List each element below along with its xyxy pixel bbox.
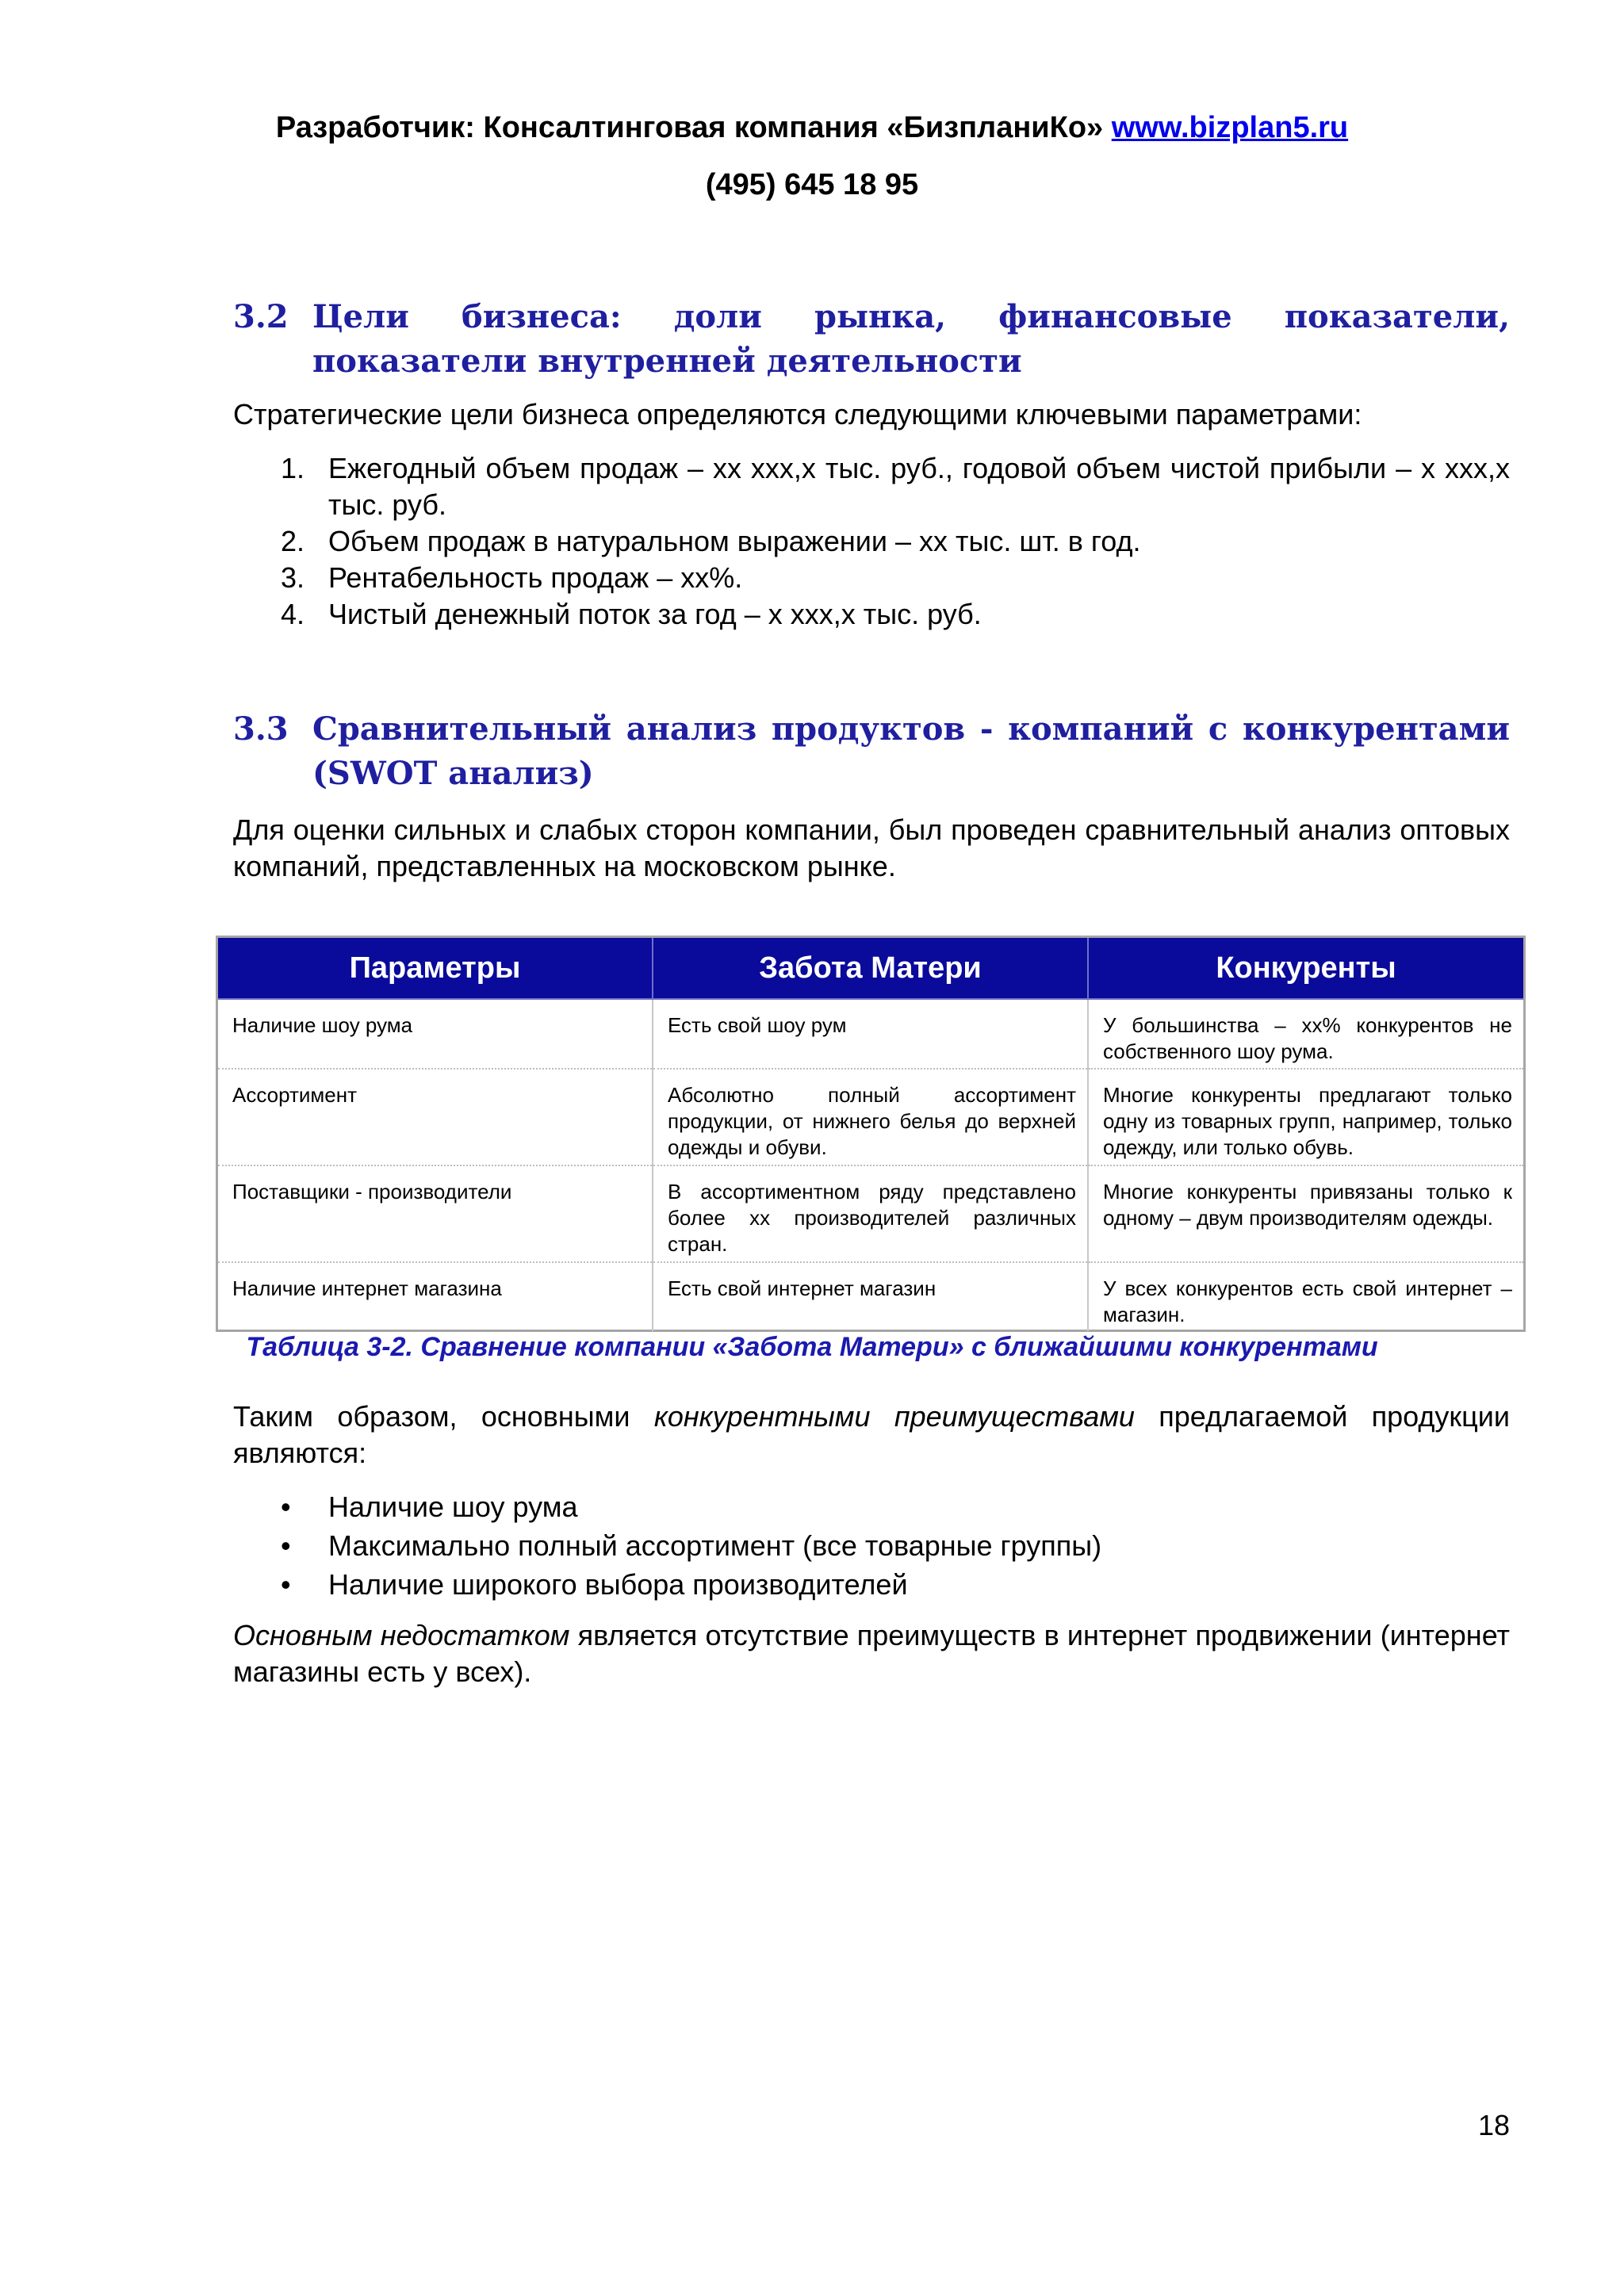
phone-number: (495) 645 18 95 — [705, 168, 919, 201]
disadvantage-paragraph: Основным недостатком является отсутствие преимуществ в интернет продвижении (интернет магазины есть у всех). — [233, 1619, 1511, 1688]
goals-list — [233, 450, 1510, 633]
comparison-table — [216, 936, 1526, 1332]
section-title: Сравнительный анализ продуктов - компаний с конкурентами (SWOT анализ) — [312, 710, 1510, 792]
column-header: Забота Матери — [653, 938, 1088, 999]
advantages-intro: Таким образом, основными конкурентными преимуществами предлагаемой продукции являются: — [233, 1400, 1511, 1469]
section-3-3-intro: Для оценки сильных и слабых сторон компании, был проведен сравнительный анализ оптовых компаний, представленных на московском рынке. — [233, 813, 1510, 882]
list-item: • Наличие широкого выбора производителей — [233, 1565, 1510, 1604]
table-row — [218, 1262, 1523, 1331]
table-cell: У всех конкурентов есть свой интернет – магазин. — [1088, 1262, 1523, 1331]
table-cell: Есть свой шоу рум — [653, 999, 1088, 1069]
list-item: 3. Рентабельность продаж – хх%. — [281, 561, 743, 594]
website-link[interactable]: www.bizplan5.ru — [1111, 111, 1349, 144]
table-cell: Многие конкуренты привязаны только к одному – двум производителям одежды. — [1088, 1165, 1523, 1262]
table-header-row — [218, 938, 1523, 999]
table-cell: В ассортиментном ряду представлено более хх производителей различных стран. — [653, 1165, 1088, 1262]
developer-text: Разработчик: Консалтинговая компания «БизпланиКо» — [275, 111, 1112, 144]
section-number: 3.2 — [233, 298, 289, 335]
column-header: Конкуренты — [1088, 938, 1523, 999]
table-row — [218, 999, 1523, 1069]
developer-header — [0, 111, 1624, 145]
list-item: 2. Объем продаж в натуральном выражении – хх тыс. шт. в год. — [281, 525, 1141, 557]
list-item: 1. Ежегодный объем продаж – хх ххх,х тыс. руб., годовой объем чистой прибыли – х ххх,х тыс. руб. — [281, 452, 1510, 521]
section-3-3-heading — [233, 707, 1510, 796]
section-number: 3.3 — [233, 710, 289, 748]
table-cell: Абсолютно полный ассортимент продукции, от нижнего белья до верхней одежды и обуви. — [653, 1069, 1088, 1165]
bullet-icon: • — [281, 1490, 291, 1523]
table-cell: Наличие шоу рума — [218, 999, 653, 1069]
list-item: 4. Чистый денежный поток за год – х ххх,х тыс. руб. — [281, 598, 982, 630]
bullet-icon: • — [281, 1568, 291, 1601]
list-item: • Максимально полный ассортимент (все товарные группы) — [233, 1526, 1510, 1565]
table-cell: Есть свой интернет магазин — [653, 1262, 1088, 1331]
table-cell: Ассортимент — [218, 1069, 653, 1165]
list-item: • Наличие шоу рума — [233, 1487, 1510, 1526]
section-3-2-heading — [233, 295, 1510, 384]
table-cell: Многие конкуренты предлагают только одну из товарных групп, например, только одежду, или только обувь. — [1088, 1069, 1523, 1165]
table-caption: Таблица 3-2. Сравнение компании «Забота Матери» с ближайшими конкурентами — [246, 1332, 1378, 1362]
advantages-list — [233, 1487, 1510, 1604]
section-title: Цели бизнеса: доли рынка, финансовые показатели, показатели внутренней деятельности — [312, 298, 1510, 380]
page-number: 18 — [1477, 2109, 1510, 2141]
table-row — [218, 1069, 1523, 1165]
table-row — [218, 1165, 1523, 1262]
bullet-icon: • — [281, 1529, 291, 1562]
table-cell: Поставщики - производители — [218, 1165, 653, 1262]
section-3-2-intro: Стратегические цели бизнеса определяются следующими ключевыми параметрами: — [233, 398, 1362, 430]
table-cell: У большинства – хх% конкурентов не собственного шоу рума. — [1088, 999, 1523, 1069]
table-cell: Наличие интернет магазина — [232, 1276, 502, 1300]
column-header: Параметры — [218, 938, 653, 999]
